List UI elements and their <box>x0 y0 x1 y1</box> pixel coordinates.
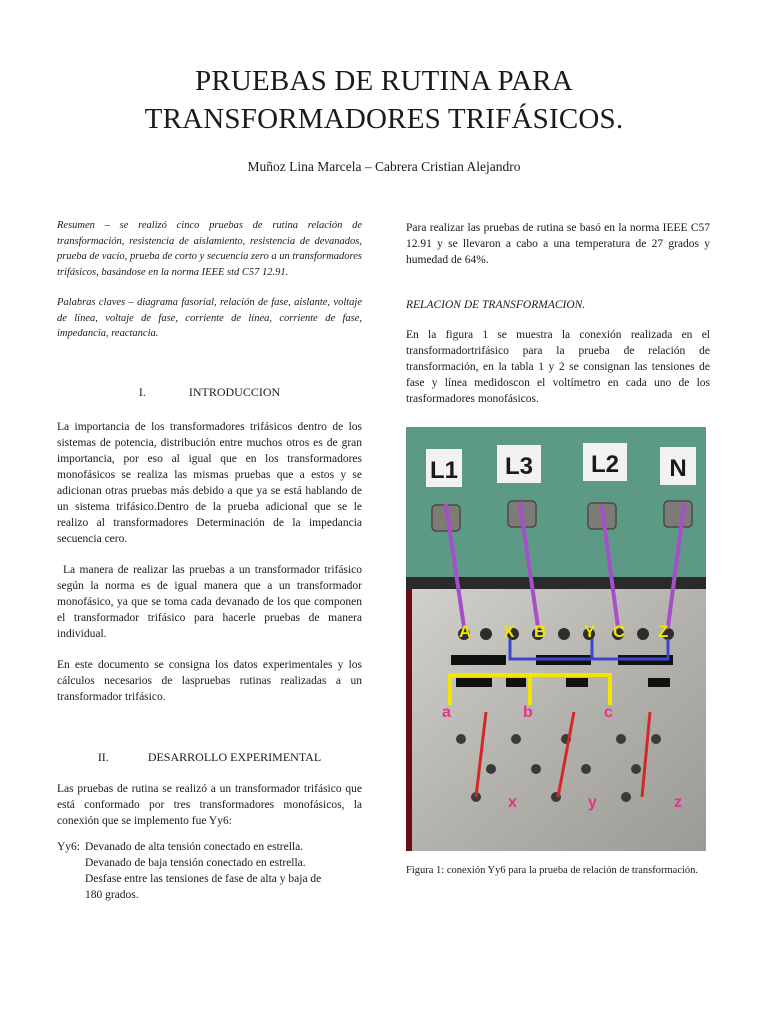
section-heading-relacion: RELACION DE TRANSFORMACION. <box>406 299 586 311</box>
bar <box>451 655 506 665</box>
label-b-upper: B <box>534 622 547 641</box>
title-line-1: PRUEBAS DE RUTINA PARA <box>195 65 573 97</box>
connection-photo-illustration <box>406 427 706 851</box>
label-y-upper: Y <box>584 622 596 641</box>
board-edge <box>406 589 412 851</box>
label-b-lower: b <box>523 704 533 721</box>
figure-caption: Figura 1: conexión Yy6 para la prueba de relación de transformación. <box>406 865 699 876</box>
label-a-upper: A <box>459 622 472 641</box>
connection-description <box>57 839 362 903</box>
section-heading-desarrollo <box>57 749 362 765</box>
intro-paragraph-1: La importancia de los transformadores trifásicos dentro de los sistemas de potencia, distribución entre muchos otros es de gran importancia, por eso al igual que en los transformadores monofásicos se realiza las mismas pruebas que a estos y se adicionan otras pruebas más debido a que ya se está hablando de un sistema trifásico.Dentro de la prueba adicional que se le realizo al transformadores Determinación de la impedancia secuencia cero. <box>57 420 362 545</box>
post <box>511 734 521 744</box>
connection-line-2: Devanado de baja tensión conectado en estrella. <box>85 856 306 869</box>
label-c-lower: c <box>604 704 613 721</box>
right-paragraph-1: Para realizar las pruebas de rutina se basó en la norma IEEE C57 12.91 y se llevaron a cabo a una temperatura de 27 grados y humedad de 64%. <box>406 222 710 266</box>
section-number: II. <box>97 749 109 764</box>
post <box>486 764 496 774</box>
right-paragraph-2: En la figura 1 se muestra la conexión realizada en el transformadortrifásico para la prueba de relación de transformación, en la tabla 1 y 2 se consignan las tensiones de fase y línea medidoscon el voltímetro en cada uno de los trasformadores monofásicos. <box>406 329 710 405</box>
post <box>637 628 649 640</box>
bar <box>648 678 670 687</box>
connection-label: Yy6: <box>57 840 80 853</box>
left-column <box>57 218 362 903</box>
bar <box>456 678 492 687</box>
label-z-upper: Z <box>658 622 669 641</box>
post <box>621 792 631 802</box>
connection-line-1: Devanado de alta tensión conectado en estrella. <box>85 840 304 853</box>
label-c-upper: C <box>613 622 626 641</box>
label-n: N <box>669 455 687 482</box>
post <box>480 628 492 640</box>
section-number: I. <box>138 384 146 399</box>
section-heading-introduccion <box>57 384 362 400</box>
label-y-lower: y <box>588 794 597 811</box>
authors: Muñoz Lina Marcela – Cabrera Cristian Alejandro <box>247 159 521 174</box>
label-x-upper: X <box>503 622 515 641</box>
connection-line-3: Desfase entre las tensiones de fase de alta y baja de 180 grados. <box>85 872 322 901</box>
post <box>531 764 541 774</box>
intro-paragraph-3: En este documento se consigna los datos experimentales y los cálculos necesarios de laspruebas rutinas realizadas a un transformador trifásico. <box>57 658 362 703</box>
paper-title <box>0 62 768 138</box>
right-column <box>406 220 710 407</box>
section-title: INTRODUCCION <box>188 384 281 399</box>
post <box>581 764 591 774</box>
figure-1-photo <box>406 427 706 851</box>
post <box>558 628 570 640</box>
label-l1: L1 <box>429 457 459 484</box>
keywords: Palabras claves – diagrama fasorial, relación de fase, aislante, voltaje de línea, voltaje de fase, corriente de línea, corriente de fase, impedancia, reactancia. <box>57 297 362 339</box>
label-z-lower: z <box>674 794 682 811</box>
bar <box>506 678 526 687</box>
abstract: Resumen – se realizó cinco pruebas de rutina relación de transformación, resistencia de aislamiento, resistencia de devanados, prueba de vacío, prueba de corto y secuencia zero a un transformadores trifásicos, basándose en la norma IEEE std C57 12.91. <box>57 220 362 278</box>
post <box>616 734 626 744</box>
post <box>651 734 661 744</box>
post <box>631 764 641 774</box>
label-l2: L2 <box>590 451 620 478</box>
title-line-2: TRANSFORMADORES TRIFÁSICOS. <box>144 103 624 135</box>
label-x-lower: x <box>508 794 517 811</box>
development-paragraph: Las pruebas de rutina se realizó a un transformador trifásico que está conformado por tres transformadores monofásicos, la conexión que se implemento fue Yy6: <box>57 782 362 827</box>
bar <box>566 678 588 687</box>
intro-paragraph-2: La manera de realizar las pruebas a un transformador trifásico según la norma es de igual manera que a un transformador monofásico, ya que se toma cada devanado de los que componen el transformador trifásico para hacerle pruebas de manera individual. <box>57 563 362 640</box>
bolt <box>664 501 692 527</box>
section-title: DESARROLLO EXPERIMENTAL <box>147 749 322 764</box>
post <box>456 734 466 744</box>
label-l3: L3 <box>504 453 534 480</box>
panel-gap <box>406 577 706 589</box>
label-a-lower: a <box>442 704 451 721</box>
